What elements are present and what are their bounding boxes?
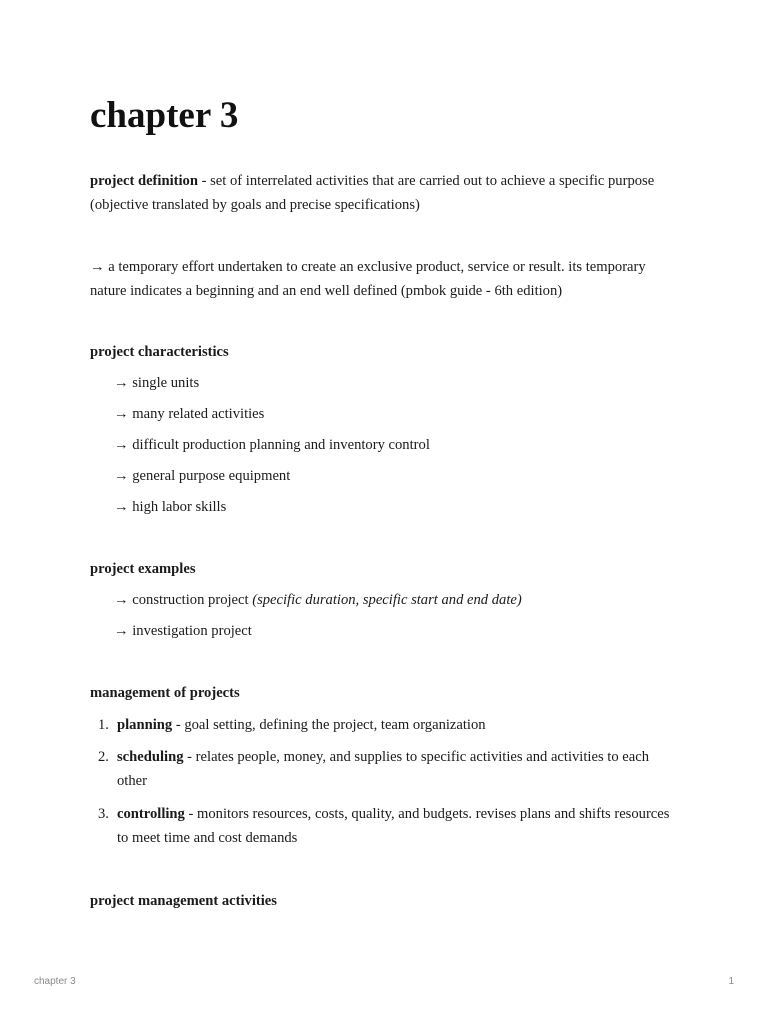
definition-paragraph: [90, 170, 678, 217]
characteristics-heading: project characteristics: [90, 344, 229, 360]
footer-chapter-label: chapter 3: [34, 976, 76, 987]
example-item: [114, 590, 522, 610]
list-number: 3.: [98, 806, 109, 822]
list-item-body: [117, 746, 678, 793]
characteristic-item: → high labor skills: [114, 499, 227, 515]
example-item: [114, 621, 252, 641]
characteristic-item: → many related activities: [114, 406, 265, 422]
characteristic-item: → general purpose equipment: [114, 468, 291, 484]
list-item-text: - monitors resources, costs, quality, and budgets. revises plans and shifts resources to meet time and cost demands: [117, 806, 670, 846]
example-item-text: → investigation project: [114, 623, 252, 639]
list-number: 2.: [98, 749, 109, 765]
management-list-item: [90, 803, 678, 850]
definition-text: - set of interrelated activities that are carried out to achieve a specific purpose (objective translated by goals and precise specifications): [90, 173, 655, 213]
list-item-text: - goal setting, defining the project, team organization: [172, 717, 486, 733]
list-item-term: planning: [117, 717, 173, 733]
example-item-text: → construction project: [114, 592, 253, 608]
management-heading: management of projects: [90, 685, 240, 701]
characteristic-item: → difficult production planning and inventory control: [114, 437, 430, 453]
list-item-term: controlling: [117, 806, 185, 822]
page-title: chapter 3: [90, 95, 239, 136]
management-list-item: [90, 746, 678, 793]
page-number: 1: [728, 976, 734, 987]
list-item-term: scheduling: [117, 749, 184, 765]
management-list-item: [90, 714, 678, 738]
activities-heading: project management activities: [90, 893, 277, 909]
characteristic-item: → single units: [114, 375, 200, 391]
examples-heading: project examples: [90, 561, 196, 577]
example-item-note: (specific duration, specific start and end date): [252, 592, 522, 608]
list-number: 1.: [98, 717, 109, 733]
pmbok-paragraph: → a temporary effort undertaken to create an exclusive product, service or result. its temporary nature indicates a beginning and an end well defined (pmbok guide - 6th edition): [90, 259, 646, 299]
list-item-text: - relates people, money, and supplies to specific activities and activities to each other: [117, 749, 650, 789]
list-item-body: [117, 803, 678, 850]
list-item-body: [117, 714, 678, 738]
definition-term: project definition: [90, 173, 198, 189]
